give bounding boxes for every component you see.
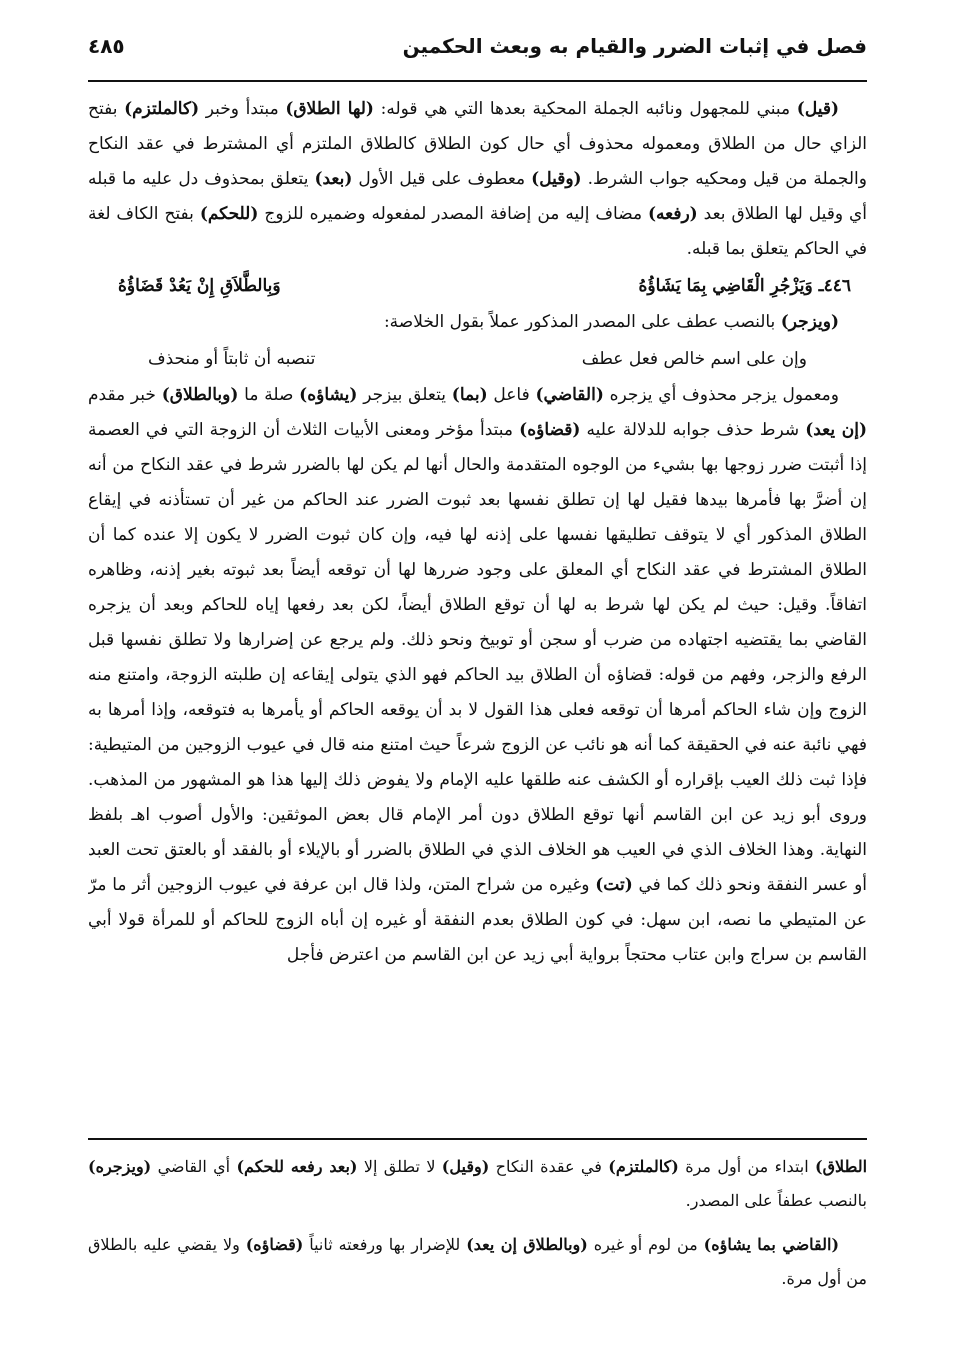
commentary-paragraph-1 [88, 92, 867, 267]
text-run: (كالملتزم) [124, 99, 200, 119]
text-run: ولا يقضي عليه بالطلاق من أول مرة. [88, 1235, 867, 1288]
text-run: فاعل [487, 385, 536, 405]
text-run: (بما) [451, 385, 488, 405]
text-run: مبني للمجهول ونائبه الجملة المحكية بعدها التي هي قوله: [373, 99, 797, 119]
text-run: (قيل) [796, 99, 839, 119]
text-run: بالنصب عطفاً على المصدر. [685, 1191, 867, 1210]
text-run: بفتح الزاي حال من الطلاق ومعموله محذوف أي حال كون الطلاق كالطلاق الملتزم أي المشترط في عقد النكاح والجملة من قيل ومحكيه جواب الشرط. [88, 99, 867, 189]
text-run: (قضاؤه) [519, 420, 581, 440]
text-run: لا تطلق إلا [357, 1157, 442, 1176]
quoted-verse-second-hemistich: تنصبه أن ثابتاً أو منحذف [148, 349, 316, 369]
running-title: فصل في إثبات الضرر والقيام به وبعث الحكمين [402, 34, 867, 58]
text-run: (قضاؤه) [245, 1235, 304, 1254]
quoted-verse-khulasa [88, 340, 867, 378]
text-run: مضاف إليه من إضافة المصدر لمفعوله وضميره للزوج [258, 204, 648, 224]
text-run: (تت) [595, 875, 633, 895]
text-run: في عقدة النكاح [489, 1157, 609, 1176]
page-number: ٤٨٥ [88, 34, 125, 58]
text-run: بالنصب عطف على المصدر المذكور عملاً بقول الخلاصة: [383, 312, 781, 332]
text-run: (للحكم) [199, 204, 259, 224]
text-run: (وقيل) [441, 1157, 490, 1176]
text-run: (وقيل) [531, 169, 582, 189]
poem-verse-446 [88, 267, 867, 305]
text-run: (يشاؤه) [299, 385, 358, 405]
footnote-divider [88, 1138, 867, 1140]
footnote-1 [88, 1150, 867, 1218]
text-run: (القاضي بما يشاؤه) [703, 1235, 840, 1254]
text-run: بفتح الكاف لغة في الحاكم يتعلق بما قبله. [88, 204, 867, 259]
text-run: (القاضي) [535, 385, 604, 405]
text-run: شرط حذف جوابه للدلالة عليه [580, 420, 806, 440]
text-run: وغيره من شراح المتن، ولذا قال ابن عرفة في عيوب الزوجين أثر ما مرّ عن المتيطي ما نصه، ابن سهل: في كون الطلاق بعدم النفقة أو غيره إن أباه الزوج للحاكم أو للمرأة قولا أبي القاسم بن سراج وابن عتاب محتجاً برواية أبي زيد عن ابن القاسم من اعترض فأجل [88, 875, 867, 965]
text-run: معطوف على قيل الأول [352, 169, 532, 189]
quoted-verse-first-hemistich: وإن على اسم خالص فعل عطف [581, 349, 807, 369]
text-run: (كالملتزم) [608, 1157, 679, 1176]
text-run: (ويزجر) [780, 312, 839, 332]
commentary-paragraph-3 [88, 378, 867, 973]
commentary-paragraph-2 [88, 305, 867, 340]
text-run: مبتدأ وخبر [199, 99, 286, 119]
text-run: (وبالطلاق) [161, 385, 239, 405]
text-run: أي القاضي [151, 1157, 237, 1176]
text-run: من لوم أو غيره [587, 1235, 704, 1254]
text-run: مبتدأ مؤخر ومعنى الأبيات الثلاث أن الزوجة التي في العصمة إذا أثبتت ضرر زوجها بها بشيء من الوجوه المتقدمة والحال أنها لم يكن لها بالضرر شرط في عقد النكاح من أنه إن أضرَّ بها فأمرها بيدها فقيل لها إن تطلق نفسها بعد ثبوت الضرر عند الحاكم من غير أن تستأذنه في إيقاع الطلاق المذكور أي لا يتوقف تطليقها نفسها على إذنه لها فيه، وإن كان ثبوت الضرر لا يكون إلا عنده كما أن الطلاق المشترط في عقد النكاح أي المعلق على وجود ضررها لها أن توقعه أيضاً بعد ثبوته بغير إذنه، وظاهره اتفاقاً. وقيل: حيث لم يكن لها شرط به لها أن توقع الطلاق أيضاً، لكن بعد رفعها إياه للحاكم وبعد أن يزجره القاضي بما يقتضيه اجتهاده من ضرب أو سجن أو توبيخ ونحو ذلك. ولم يرجع عن إضرارها ولا تطلق نفسها قبل الرفع والزجر، وفهم من قوله: قضاؤه أن الطلاق بيد الحاكم فهو الذي يتولى إيقاعه إن طلبته الزوجة، وامتنع منه الزوج وإن شاء الحاكم أمرها أن توقعه فعلى هذا القول لا بد أن يوقعه الحاكم أو يأمرها به فتوقعه، وإذا أمرها به فهي نائبة عنه في الحقيقة كما أنه هو نائب عن الزوج شرعاً حيث امتنع منه قال في عيوب الزوجين من المتيطية: فإذا ثبت ذلك العيب بإقراره أو الكشف عنه طلقها عليه الإمام ولا يفوض ذلك إليها هذا هو المشهور من المذهب. وروى أبو زيد عن ابن القاسم أنها توقع الطلاق دون أمر الإمام قال بعض الموثقين: والأول أصوب اهـ بلفظ النهاية. وهذا الخلاف الذي في العيب هو الخلاف الذي في الطلاق بالضرر أو بالإيلاء أو بالفقد أو بالعتق تحت العبد أو عسر النفقة ونحو ذلك كما في [88, 420, 867, 895]
text-run: ومعمول يزجر محذوف أي يزجره [603, 385, 839, 405]
text-run: للإضرار بها ورفعته ثانياً [303, 1235, 467, 1254]
text-run: يتعلق بيزجر [357, 385, 452, 405]
text-run: (وبالطلاق إن يعد) [466, 1235, 588, 1254]
footnotes [88, 1150, 867, 1330]
text-run: يتعلق بمحذوف دل عليه ما قبله أي وقيل لها الطلاق بعد [88, 169, 867, 224]
text-run: ابتداء من أول مرة [678, 1157, 816, 1176]
text-run: (بعد رفعه للحكم) [236, 1157, 358, 1176]
footnote-2 [88, 1228, 867, 1296]
text-run: (لها الطلاق) [285, 99, 374, 119]
verse-first-hemistich: ٤٤٦ـ وَيَزْجُرِ الْقَاضِي بِمَا يَشَاؤُهُ [638, 276, 851, 296]
text-run: (ويزجره) [88, 1157, 152, 1176]
text-run: (إن يعد) [805, 420, 867, 440]
text-run: (رفعه) [647, 204, 698, 224]
verse-second-hemistich: وَبِالطَّلاَقِ إِنْ يَعُدْ قَضَاؤُهُ [118, 276, 281, 296]
text-run: الطلاق) [815, 1157, 867, 1176]
text-run: صلة ما [238, 385, 300, 405]
page-header [88, 28, 867, 82]
text-run: خبر مقدم [88, 385, 162, 405]
main-text [88, 92, 867, 1127]
text-run: (بعد) [314, 169, 353, 189]
